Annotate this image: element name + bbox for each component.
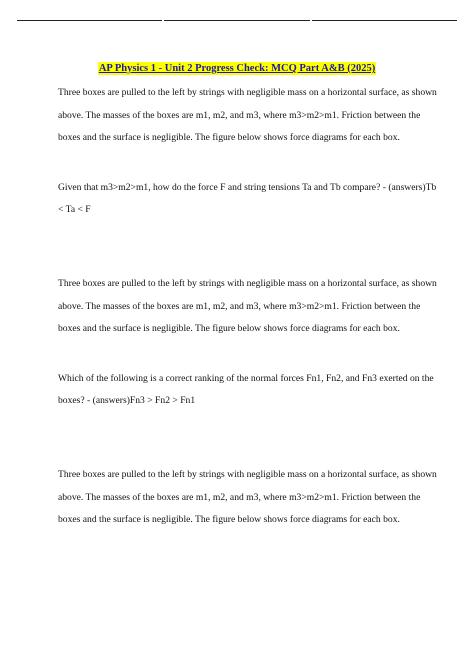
- spacer: [58, 222, 440, 273]
- question-3-prompt: Three boxes are pulled to the left by strings with negligible mass on a horizontal surface, as shown above. The masses of the boxes are m1, m2, and m3, where m3>m2>m1. Friction between the boxes and the surface is negligible. The figure below shows force diagrams for each box.: [58, 468, 437, 526]
- question-2-prompt: Three boxes are pulled to the left by strings with negligible mass on a horizontal surface, as shown above. The masses of the boxes are m1, m2, and m3, where m3>m2>m1. Friction between the boxes and the surface is negligible. The figure below shows force diagrams for each box.: [58, 277, 437, 335]
- spacer: [58, 150, 440, 177]
- spacer: [58, 413, 440, 464]
- header-rule-left: [17, 20, 162, 21]
- spacer: [58, 341, 440, 368]
- question-1-prompt: Three boxes are pulled to the left by strings with negligible mass on a horizontal surface, as shown above. The masses of the boxes are m1, m2, and m3, where m3>m2>m1. Friction between the boxes and the surface is negligible. The figure below shows force diagrams for each box.: [58, 87, 437, 144]
- question-1-answer: Given that m3>m2>m1, how do the force F and string tensions Ta and Tb compare? - (answers)Tb < Ta < F: [58, 181, 437, 216]
- title-row: [0, 58, 474, 76]
- header-rule-right: [312, 20, 457, 21]
- document-title: AP Physics 1 - Unit 2 Progress Check: MCQ Part A&B (2025): [98, 63, 376, 74]
- document-body: [58, 82, 440, 532]
- header-rule-middle: [164, 20, 309, 21]
- question-2-answer: Which of the following is a correct ranking of the normal forces Fn1, Fn2, and Fn3 exerted on the boxes? - (answers)Fn3 > Fn2 > Fn1: [58, 372, 434, 407]
